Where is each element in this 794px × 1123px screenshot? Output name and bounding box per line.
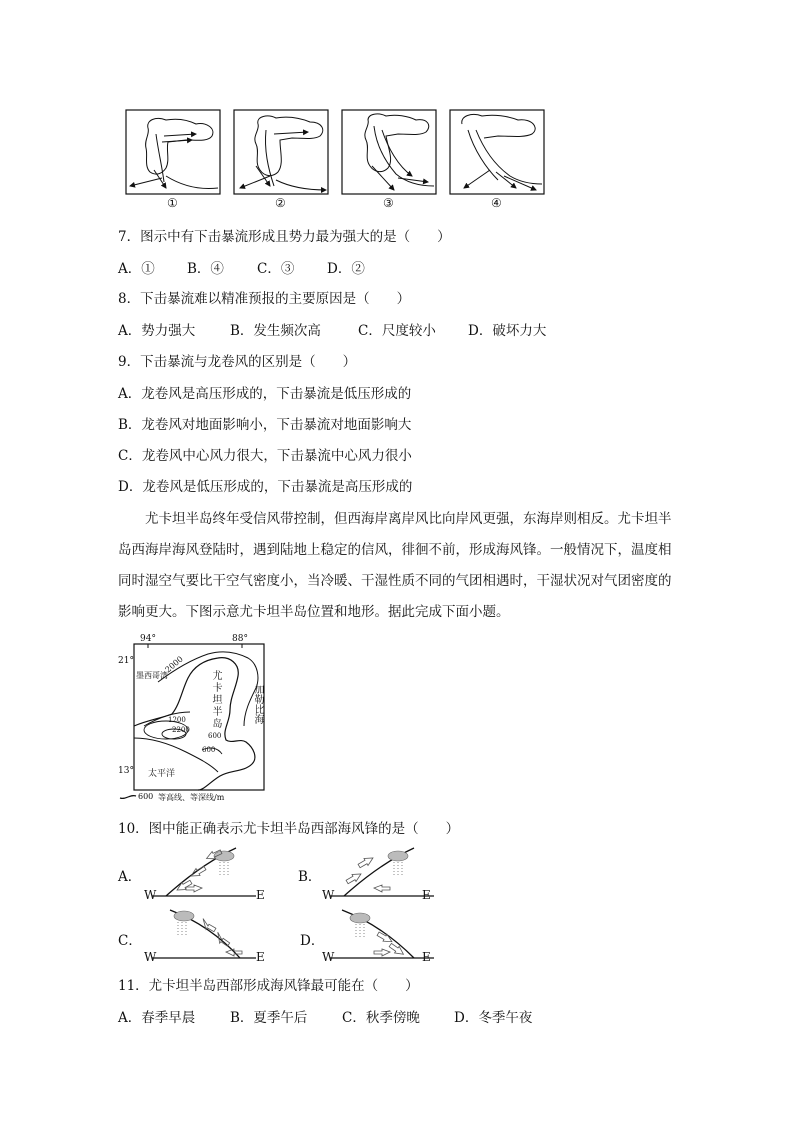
q9-option-c: C．龙卷风中心风力很大，下击暴流中心风力很小 <box>118 448 412 464</box>
q11-option-a: A．春季早晨 <box>118 1010 196 1026</box>
q8-stem: 8．下击暴流难以精准预报的主要原因是（ ） <box>118 291 411 307</box>
map-contour-1200: 1200 <box>168 716 186 724</box>
q8-option-d: D．破坏力大 <box>468 323 547 339</box>
map-lat-bottom: 13° <box>118 766 134 776</box>
q7-option-d: D．② <box>327 261 365 277</box>
map-peninsula-label: 尤卡坦半岛 <box>210 670 221 730</box>
panel-label-1: ① <box>167 196 178 210</box>
q9-option-a: A．龙卷风是高压形成的，下击暴流是低压形成的 <box>118 386 412 402</box>
q8-option-c: C．尺度较小 <box>358 323 436 339</box>
map-legend-text: 等高线、等深线/m <box>158 793 225 802</box>
panel-label-3: ③ <box>383 196 394 210</box>
map-lon-left: 94° <box>140 634 156 644</box>
q11-option-c: C．秋季傍晚 <box>342 1010 420 1026</box>
q10-d-west: W <box>322 950 335 964</box>
q10-c-east: E <box>256 950 265 964</box>
panel-3 <box>342 110 436 194</box>
q10-b-west: W <box>322 888 335 902</box>
downburst-figure <box>124 106 548 218</box>
q10-c-west: W <box>144 950 157 964</box>
q10-label-d: D． <box>300 933 325 949</box>
q9-option-d: D．龙卷风是低压形成的，下击暴流是高压形成的 <box>118 479 413 495</box>
map-pacific-label: 太平洋 <box>148 769 176 779</box>
q10-d-east: E <box>422 950 431 964</box>
q10-b-east: E <box>422 888 431 902</box>
map-lat-top: 21° <box>118 656 134 666</box>
panel-label-2: ② <box>275 196 286 210</box>
q10-label-a: A． <box>118 869 142 885</box>
q10-diagram-c <box>140 904 270 966</box>
map-contour-2000: 2000 <box>163 654 185 675</box>
panel-label-4: ④ <box>491 196 502 210</box>
q9-option-b: B．龙卷风对地面影响小，下击暴流对地面影响大 <box>118 417 412 433</box>
q10-diagram-d <box>318 904 448 966</box>
q10-stem: 10．图中能正确表示尤卡坦半岛西部海风锋的是（ ） <box>118 821 460 837</box>
panel-1 <box>126 110 220 194</box>
q8-option-b: B．发生频次高 <box>230 323 321 339</box>
q7-option-a: A．① <box>118 261 155 277</box>
q8-option-a: A．势力强大 <box>118 323 196 339</box>
q7-stem: 7．图示中有下击暴流形成且势力最为强大的是（ ） <box>118 229 451 245</box>
q10-a-west: W <box>144 888 157 902</box>
map-contour-600b: 600 <box>202 746 216 754</box>
q11-option-d: D．冬季午夜 <box>454 1010 533 1026</box>
q7-option-b: B．④ <box>187 261 224 277</box>
panel-4 <box>450 110 544 194</box>
panel-2 <box>234 110 328 194</box>
q11-option-b: B．夏季午后 <box>230 1010 308 1026</box>
q10-a-east: E <box>256 888 265 902</box>
map-legend-value: 600 <box>138 792 154 801</box>
q7-option-c: C．③ <box>257 261 295 277</box>
map-gulf-label: 墨西哥湾 <box>136 671 168 680</box>
q10-label-c: C． <box>118 933 142 949</box>
passage-text: 尤卡坦半岛终年受信风带控制，但西海岸离岸风比向岸风更强，东海岸则相反。尤卡坦半岛西海岸海风登陆时，遇到陆地上稳定的信风，徘徊不前，形成海风锋。一般情况下，温度相同时湿空气要比干空气密度小，当冷暖、干湿性质不同的气团相遇时，干湿状况对气团密度的影响更大。下图示意尤卡坦半岛位置和地形。据此完成下面小题。 <box>118 511 672 620</box>
q10-label-b: B． <box>298 869 322 885</box>
q11-stem: 11．尤卡坦半岛西部形成海风锋最可能在（ ） <box>118 978 419 994</box>
map-lon-right: 88° <box>232 634 248 644</box>
q10-diagram-b <box>318 842 448 904</box>
map-contour-600a: 600 <box>208 732 222 740</box>
yucatan-map <box>118 634 288 806</box>
map-contour-2200: 2200 <box>172 726 190 734</box>
q9-stem: 9．下击暴流与龙卷风的区别是（ ） <box>118 354 357 370</box>
q10-diagram-a <box>140 842 270 904</box>
map-caribbean-label: 加勒比海 <box>252 684 263 724</box>
